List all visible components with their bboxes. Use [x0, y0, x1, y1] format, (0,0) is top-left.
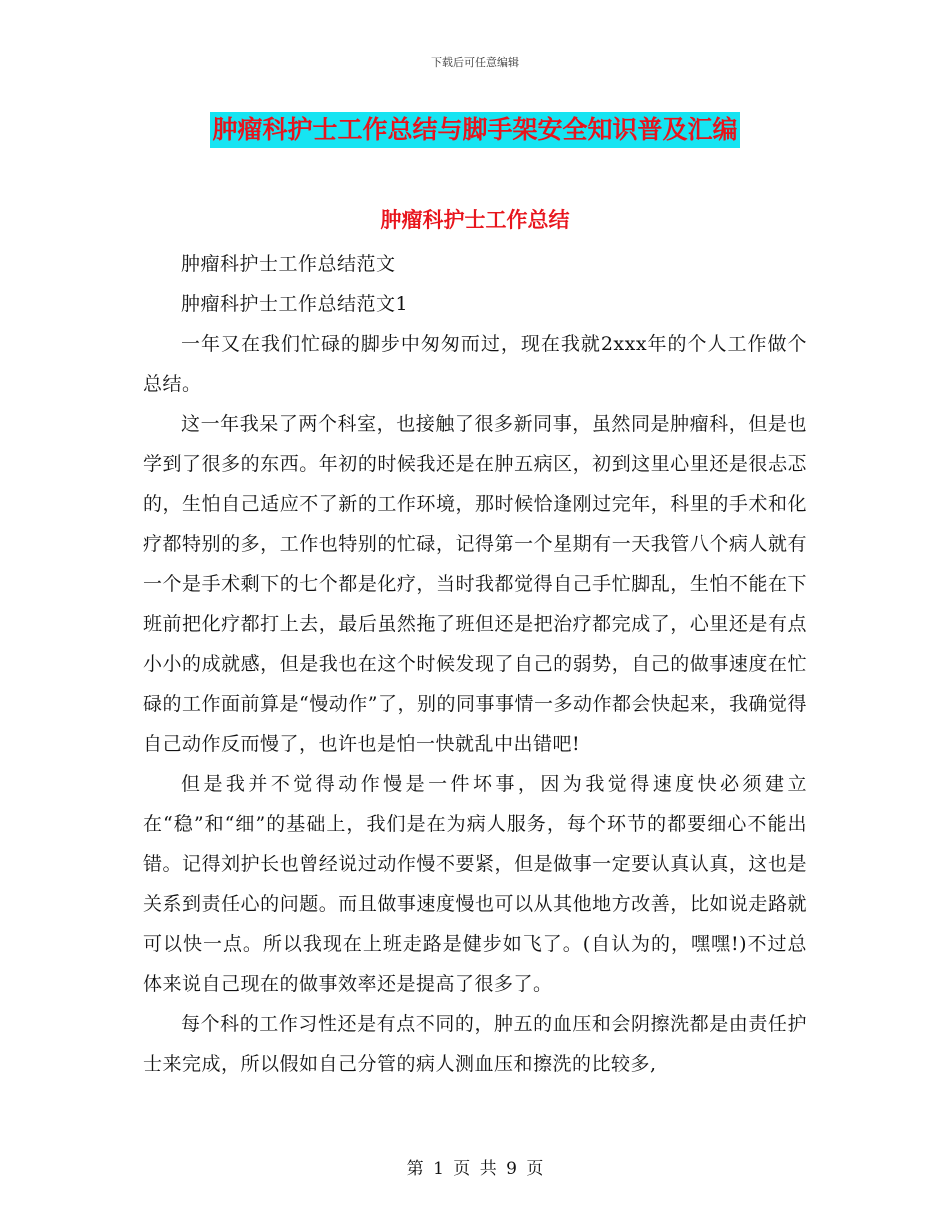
paragraph: 每个科的工作习性还是有点不同的，肿五的血压和会阴擦洗都是由责任护士来完成，所以假如自己分管的病人测血压和擦洗的比较多,: [143, 1013, 807, 1075]
paragraph-subtitle-numbered: 肿瘤科护士工作总结范文1: [181, 293, 409, 315]
header-note: 下载后可任意编辑: [431, 56, 519, 69]
document-body: [143, 244, 807, 1084]
main-title-container: [0, 112, 950, 148]
paragraph: 但是我并不觉得动作慢是一件坏事，因为我觉得速度快必须建立在“稳”和“细”的基础上，我们是在为病人服务，每个环节的都要细心不能出错。记得刘护长也曾经说过动作慢不要紧，但是做事一定要认真认真，这也是关系到责任心的问题。而且做事速度慢也可以从其他地方改善，比如说走路就可以快一点。所以我现在上班走路是健步如飞了。(自认为的，嘿嘿!)不过总体来说自己现在的做事效率还是提高了很多了。: [143, 773, 807, 995]
section-title: 肿瘤科护士工作总结: [380, 208, 570, 232]
paragraph: 一年又在我们忙碌的脚步中匆匆而过，现在我就2xxx年的个人工作做个总结。: [143, 333, 807, 395]
main-title: 肿瘤科护士工作总结与脚手架安全知识普及汇编: [210, 112, 739, 148]
paragraph-subtitle: 肿瘤科护士工作总结范文: [181, 253, 396, 275]
page-footer: 第 1 页 共 9 页: [406, 1159, 544, 1179]
paragraph: 这一年我呆了两个科室，也接触了很多新同事，虽然同是肿瘤科，但是也学到了很多的东西。年初的时候我还是在肿五病区，初到这里心里还是很忐忑的，生怕自己适应不了新的工作环境，那时候恰逢刚过完年，科里的手术和化疗都特别的多，工作也特别的忙碌，记得第一个星期有一天我管八个病人就有一个是手术剩下的七个都是化疗，当时我都觉得自己手忙脚乱，生怕不能在下班前把化疗都打上去，最后虽然拖了班但还是把治疗都完成了，心里还是有点小小的成就感，但是我也在这个时候发现了自己的弱势，自己的做事速度在忙碌的工作面前算是“慢动作”了，别的同事事情一多动作都会快起来，我确觉得自己动作反而慢了，也许也是怕一快就乱中出错吧!: [143, 413, 807, 755]
